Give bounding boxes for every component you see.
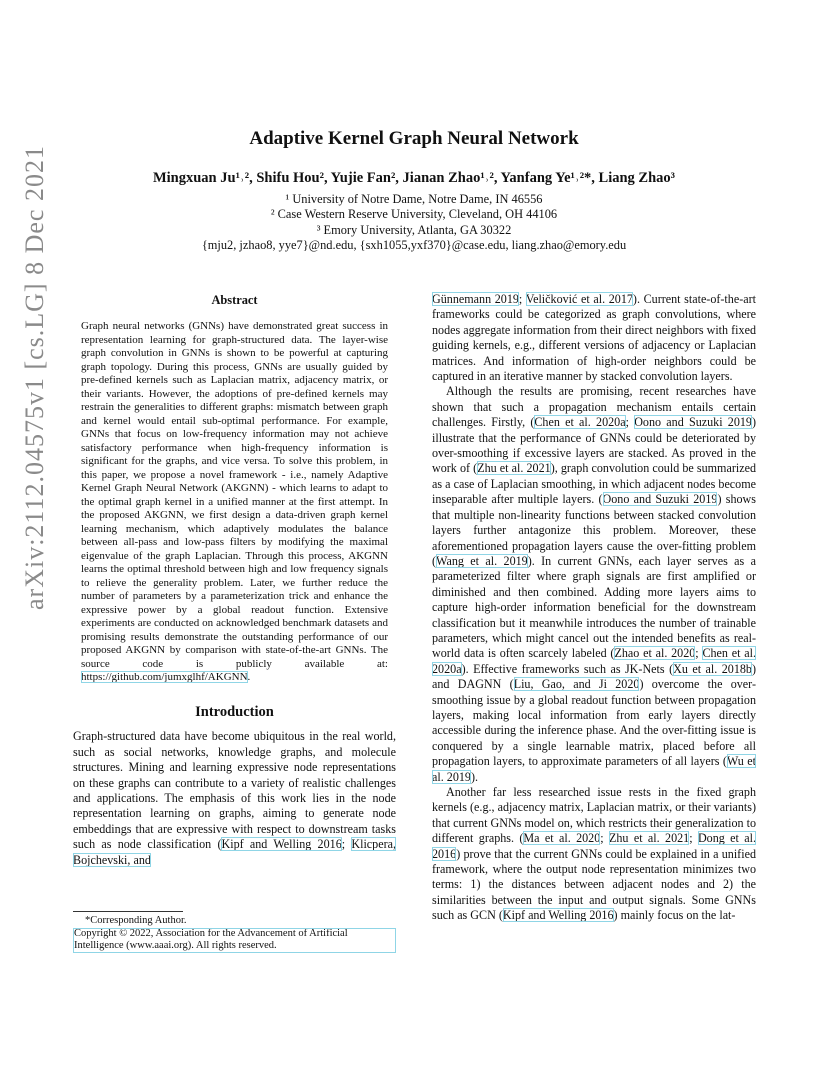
citation-kipf-2[interactable]: Kipf and Welling 2016 <box>502 908 614 923</box>
citation-chen[interactable]: Chen et al. 2020a <box>534 415 626 430</box>
citation-chen-2[interactable]: Chen et al. 2020a <box>432 646 756 676</box>
abstract-body: Graph neural networks (GNNs) have demonstrated great success in representation learning for graph-structured data. The layer-wise graph convolution in GNNs is shown to be powerful at capturing graph topology. During this process, GNNs are usually guided by pre-defined kernels such as Laplacian matrix, adjacency matrix, or their variants. However, the adoptions of pre-defined kernels may restrain the generalities to different graphs: mismatch between graph and kernel would entail sub-optimal performance. For example, GNNs that focus on low-frequency information may not achieve satisfactory performance when high-frequency information is significant for the graphs, and vice versa. To solve this problem, in this paper, we propose a novel framework - i.e., namely Adaptive Kernel Graph Neural Network (AKGNN) - which learns to adapt to the optimal graph kernel in a unified manner at the first attempt. In the proposed AKGNN, we first design a data-driven graph kernel learning mechanism, which adaptively modulates the balance between all-pass and low-pass filters by modifying the maximal eigenvalue of the graph Laplacian. Through this process, AKGNN learns the optimal threshold between high and low frequency signals to relieve the generality problem. Later, we further reduce the number of parameters by a parameterization trick and enhance the expressive power by a global readout function. Extensive experiments are conducted on acknowledged benchmark datasets and promising results demonstrate the outstanding performance of our proposed AKGNN by comparison with state-of-the-art GNNs. The source code is publicly available at: <box>81 320 388 670</box>
citation-xu[interactable]: Xu et al. 2018b <box>673 661 752 676</box>
citation-separator: ; <box>341 837 352 852</box>
right-text-2a: Although the results are promising, recent researches have shown that such a propagation mechanism entails certain challenges. Firstly, ( <box>432 384 756 430</box>
right-text-2c: ), graph convolution could be summarized as a case of Laplacian smoothing, in which adjacent nodes become inseparable after multiple layers. ( <box>432 461 757 507</box>
citation-kipf[interactable]: Kipf and Welling 2016 <box>221 837 342 852</box>
abstract-heading: Abstract <box>211 293 258 307</box>
affiliations <box>0 192 828 254</box>
introduction-heading: Introduction <box>195 703 274 720</box>
affiliation-3: ³ Emory University, Atlanta, GA 30322 <box>316 222 512 237</box>
copyright-note[interactable]: Copyright © 2022, Association for the Advancement of Artificial Intelligence (www.aaai.org). All rights reserved. <box>73 928 396 953</box>
citation-zhu-2[interactable]: Zhu et al. 2021 <box>609 831 690 846</box>
citation-wu[interactable]: Wu et al. 2019 <box>432 754 756 784</box>
citation-velickovic[interactable]: Veličković et al. 2017 <box>525 292 633 306</box>
footnotes <box>73 911 396 953</box>
corresponding-author-note: *Corresponding Author. <box>85 915 187 926</box>
source-code-link[interactable]: https://github.com/jumxglhf/AKGNN <box>81 671 248 684</box>
affiliation-1: ¹ University of Notre Dame, Notre Dame, IN 46556 <box>285 192 543 206</box>
right-text-2d: ) shows that multiple non-linearity functions between stacked convolution layers further antagonize this problem. Moreover, these aforementioned propagation layers cause the over-fitting problem ( <box>432 492 756 568</box>
arxiv-identifier: arXiv:2112.04575v1 [cs.LG] 8 Dec 2021 <box>20 145 49 610</box>
right-text-2b: ) illustrate that the performance of GNNs could be deteriorated by over-smoothing if excessive layers are stacked. As proved in the work of ( <box>432 415 756 476</box>
citation-zhu[interactable]: Zhu et al. 2021 <box>477 461 551 476</box>
citation-oono[interactable]: Oono and Suzuki 2019 <box>634 415 752 430</box>
right-paragraph-3: Another far less researched issue rests in the fixed graph kernels (e.g., adjacency matrix, Laplacian matrix, or their variants) that current GNNs model on, which restricts their generalization to different graphs. (Ma et al. 2020; Zhu et al. 2021; Dong et al. 2016) prove that the current GNNs could be explained in a unified framework, where the output node representation minimizes two terms: 1) the distances between adjacent nodes and 2) the similarities between the input and output signals. Some GNNs such as GCN (Kipf and Welling 2016) mainly focus on the lat- <box>432 785 756 923</box>
left-column <box>73 293 396 868</box>
intro-text: Graph-structured data have become ubiquitous in the real world, such as social networks, knowledge graphs, and molecule structures. Mining and learning expressive node representations on these graphs can contribute to a variety of realistic challenges and applications. The emphasis of this work lies in the node representation learning on graphs, aiming to generate node embeddings that are expressive with respect to downstream tasks such as node classification ( <box>73 729 396 852</box>
footnote-rule <box>73 911 183 912</box>
right-paragraph-1: Günnemann 2019; Veličković et al. 2017). Current state-of-the-art frameworks could be categorized as graph convolutions, where nodes aggregate information from their direct neighbors with fixed guiding kernels, e.g., different versions of adjacency or Laplacian matrices. And information of high-order neighbors could be captured in an iterative manner by stacked convolution layers. <box>432 292 756 384</box>
right-text-2h: ) overcome the over-smoothing issue by a global readout function between propagation layers, making local information from early layers directly accessible during the inference phase. And the over-fitting issue is conquered by a single learnable matrix, placed before all propagation layers, to approximate parameters of all layers ( <box>432 677 756 769</box>
citation-gunnemann[interactable]: Günnemann 2019 <box>432 292 519 306</box>
right-column <box>432 292 756 924</box>
right-text-2f: ). Effective frameworks such as JK-Nets ( <box>461 661 674 676</box>
citation-ma[interactable]: Ma et al. 2020 <box>523 831 601 846</box>
right-paragraph-2: Although the results are promising, recent researches have shown that such a propagation mechanism entails certain challenges. Firstly, (Chen et al. 2020a; Oono and Suzuki 2019) illustrate that the performance of GNNs could be deteriorated by over-smoothing if excessive layers are stacked. As proved in the work of (Zhu et al. 2021), graph convolution could be summarized as a case of Laplacian smoothing, in which adjacent nodes become inseparable after multiple layers. (Oono and Suzuki 2019) shows that multiple non-linearity functions between stacked convolution layers further antagonize this problem. Moreover, these aforementioned propagation layers cause the over-fitting problem (Wang et al. 2019). In current GNNs, each layer serves as a parameterized filter where graph signals are first amplified or diminished and then combined. Adding more layers aims to capture high-order information beneficial for the downstream classification but it meanwhile introduces the number of trainable parameters, which might cancel out the intended benefits as real-world data is often scarcely labeled (Zhao et al. 2020; Chen et al. 2020a). Effective frameworks such as JK-Nets (Xu et al. 2018b) and DAGNN (Liu, Gao, and Ji 2020) overcome the over-smoothing issue by a global readout function between propagation layers, making local information from early layers directly accessible during the inference phase. And the over-fitting issue is conquered by a single learnable matrix, placed before all propagation layers, to approximate parameters of all layers (Wu et al. 2019). <box>432 384 757 784</box>
right-text-2e: ). In current GNNs, each layer serves as a parameterized filter where graph signals are first amplified or diminished and then combined. Adding more layers aims to capture high-order information beneficial for the downstream classification but it meanwhile introduces the number of trainable parameters, which might cancel out the intended benefits as real-world data is often scarcely labeled ( <box>432 553 756 661</box>
citation-klicpera[interactable]: Klicpera, Bojchevski, and <box>73 837 396 867</box>
abstract-text <box>73 320 396 685</box>
citation-oono-2[interactable]: Oono and Suzuki 2019 <box>602 492 718 507</box>
abstract-end: . <box>247 671 251 684</box>
right-text-3b: ) prove that the current GNNs could be explained in a unified framework, where the output node representation minimizes two terms: 1) the distances between adjacent nodes and 2) the similarities between the input and output signals. Some GNNs such as GCN ( <box>432 846 756 923</box>
citation-zhao[interactable]: Zhao et al. 2020 <box>614 646 696 661</box>
author-emails: {mju2, jzhao8, yye7}@nd.edu, {sxh1055,yxf370}@case.edu, liang.zhao@emory.edu <box>201 238 627 253</box>
citation-dong[interactable]: Dong et al. 2016 <box>432 831 756 861</box>
citation-wang[interactable]: Wang et al. 2019 <box>436 553 528 568</box>
right-text-3a: Another far less researched issue rests in the fixed graph kernels (e.g., adjacency matrix, Laplacian matrix, or their variants) that current GNNs model on, which restricts their generalization to different graphs. ( <box>432 785 756 846</box>
right-text-3c: ) mainly focus on the lat- <box>613 908 736 923</box>
intro-paragraph-1 <box>73 729 396 868</box>
author-list: Mingxuan Ju¹˒², Shifu Hou², Yujie Fan², Jianan Zhao¹˒², Yanfang Ye¹˒²*, Liang Zhao³ <box>152 170 676 186</box>
paper-title: Adaptive Kernel Graph Neural Network <box>249 128 579 149</box>
right-text-2g: ) and DAGNN ( <box>432 661 756 692</box>
right-text-1: ). Current state-of-the-art frameworks could be categorized as graph convolutions, where nodes aggregate information from their direct neighbors with fixed guiding kernels, e.g., different versions of adjacency or Laplacian matrices. And information of high-order neighbors could be captured in an iterative manner by stacked convolution layers. <box>432 292 756 384</box>
affiliation-2: ² Case Western Reserve University, Cleveland, OH 44106 <box>270 207 558 222</box>
right-text-2i: ). <box>470 769 479 784</box>
citation-liu[interactable]: Liu, Gao, and Ji 2020 <box>513 677 640 692</box>
